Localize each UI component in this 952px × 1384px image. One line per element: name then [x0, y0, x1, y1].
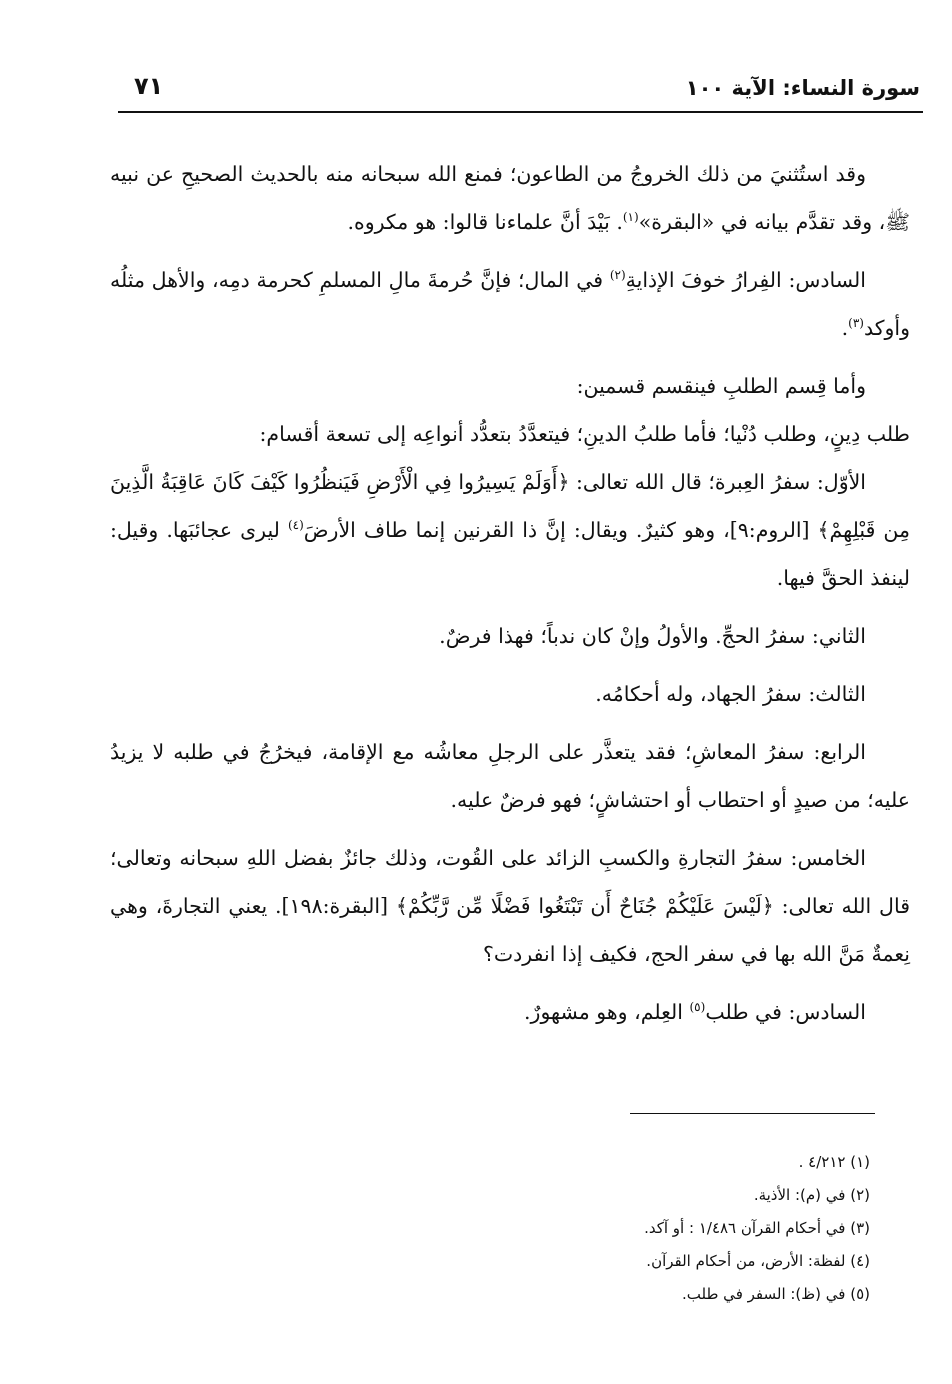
- paragraph-3: وأما قِسم الطلبِ فينقسم قسمين:: [576, 374, 866, 398]
- footnotes: [110, 1146, 870, 1311]
- paragraph-9: الخامس: سفرُ التجارةِ والكسبِ الزائد على القُوت، وذلك جائزٌ بفضل اللهِ سبحانه وتعالى؛ قال الله تعالى: ﴿لَيْسَ عَلَيْكُمْ جُنَاحٌ أَن تَبْتَغُوا فَضْلًا مِّن رَّبِّكُمْ﴾ [البقرة:١٩٨]. يعني التجارةَ، وهي نِعمةٌ مَنَّ الله بها في سفر الحج، فكيف إذا انفردت؟: [110, 846, 910, 966]
- main-text: [110, 150, 910, 1036]
- footnote-ref-1: (١): [622, 210, 639, 225]
- paragraph-10: السادس: في طلب$^{(٥)}$ العِلم، وهو مشهورٌ.: [524, 1000, 866, 1024]
- paragraph-8: الرابع: سفرُ المعاشِ؛ فقد يتعذَّر على الرجلِ معاشُه مع الإقامة، فيخرُجُ في طلبه لا يزيدُ عليه؛ من صيدٍ أو احتطاب أو احتشاشٍ؛ فهو فرضٌ عليه.: [110, 740, 910, 812]
- footnote-5: (٥) في (ظ): السفر في طلب.: [682, 1285, 870, 1303]
- running-title: سورة النساء: الآية ١٠٠: [685, 76, 920, 100]
- paragraph-6: الثاني: سفرُ الحجِّ. والأولُ وإنْ كان ندباً؛ فهذا فرضٌ.: [439, 624, 866, 648]
- header-divider: [118, 111, 923, 113]
- footnote-2: (٢) في (م): الأذية.: [753, 1186, 870, 1204]
- page-number: ٧١: [134, 72, 164, 100]
- footnote-ref-3: (٣): [848, 316, 864, 331]
- paragraph-4: طلب دِينٍ، وطلب دُنْيا؛ فأما طلبُ الدينِ؛ فيتعدَّدُ بتعدُّد أنواعِه إلى تسعة أقسام:: [259, 422, 910, 446]
- paragraph-7: الثالث: سفرُ الجهاد، وله أحكامُه.: [595, 682, 866, 706]
- footnote-divider: [630, 1113, 875, 1114]
- page-header: [120, 70, 920, 110]
- footnote-ref-4: (٤): [287, 518, 304, 533]
- footnote-4: (٤) لفظة: الأرض، من أحكام القرآن.: [646, 1252, 870, 1270]
- footnote-ref-2: (٢): [609, 268, 626, 283]
- footnote-1: (١) ٤/٢١٢ .: [798, 1153, 870, 1171]
- footnote-ref-5: (٥): [689, 1000, 706, 1015]
- paragraph-1: وقد استُثنيَ من ذلك الخروجُ من الطاعون؛ فمنع الله سبحانه منه بالحديث الصحيحِ عن نبيه ﷺ، وقد تقدَّم بيانه في «البقرة»$^{(١)}$. بَيْدَ أنَّ علماءنا قالوا: هو مكروه.: [110, 162, 910, 234]
- footnote-3: (٣) في أحكام القرآن ١/٤٨٦ : أو آكد.: [644, 1219, 870, 1237]
- paragraph-5: الأوّل: سفرُ العِبرة؛ قال الله تعالى: ﴿أَوَلَمْ يَسِيرُوا فِي الْأَرْضِ فَيَنظُرُوا كَيْفَ كَانَ عَاقِبَةُ الَّذِينَ مِن قَبْلِهِمْ﴾ [الروم:٩]، وهو كثيرٌ. ويقال: إنَّ ذا القرنين إنما طاف الأرضَ$^{(٤)}$ ليرى عجائبَها. وقيل: لينفذ الحقَّ فيها.: [110, 470, 910, 590]
- paragraph-2: السادس: الفِرارُ خوفَ الإذايةِ$^{(٢)}$ في المال؛ فإنَّ حُرمةَ مالِ المسلمِ كحرمة دمِه، والأهل مثلُه وأوكد$^{(٣)}$.: [110, 268, 910, 340]
